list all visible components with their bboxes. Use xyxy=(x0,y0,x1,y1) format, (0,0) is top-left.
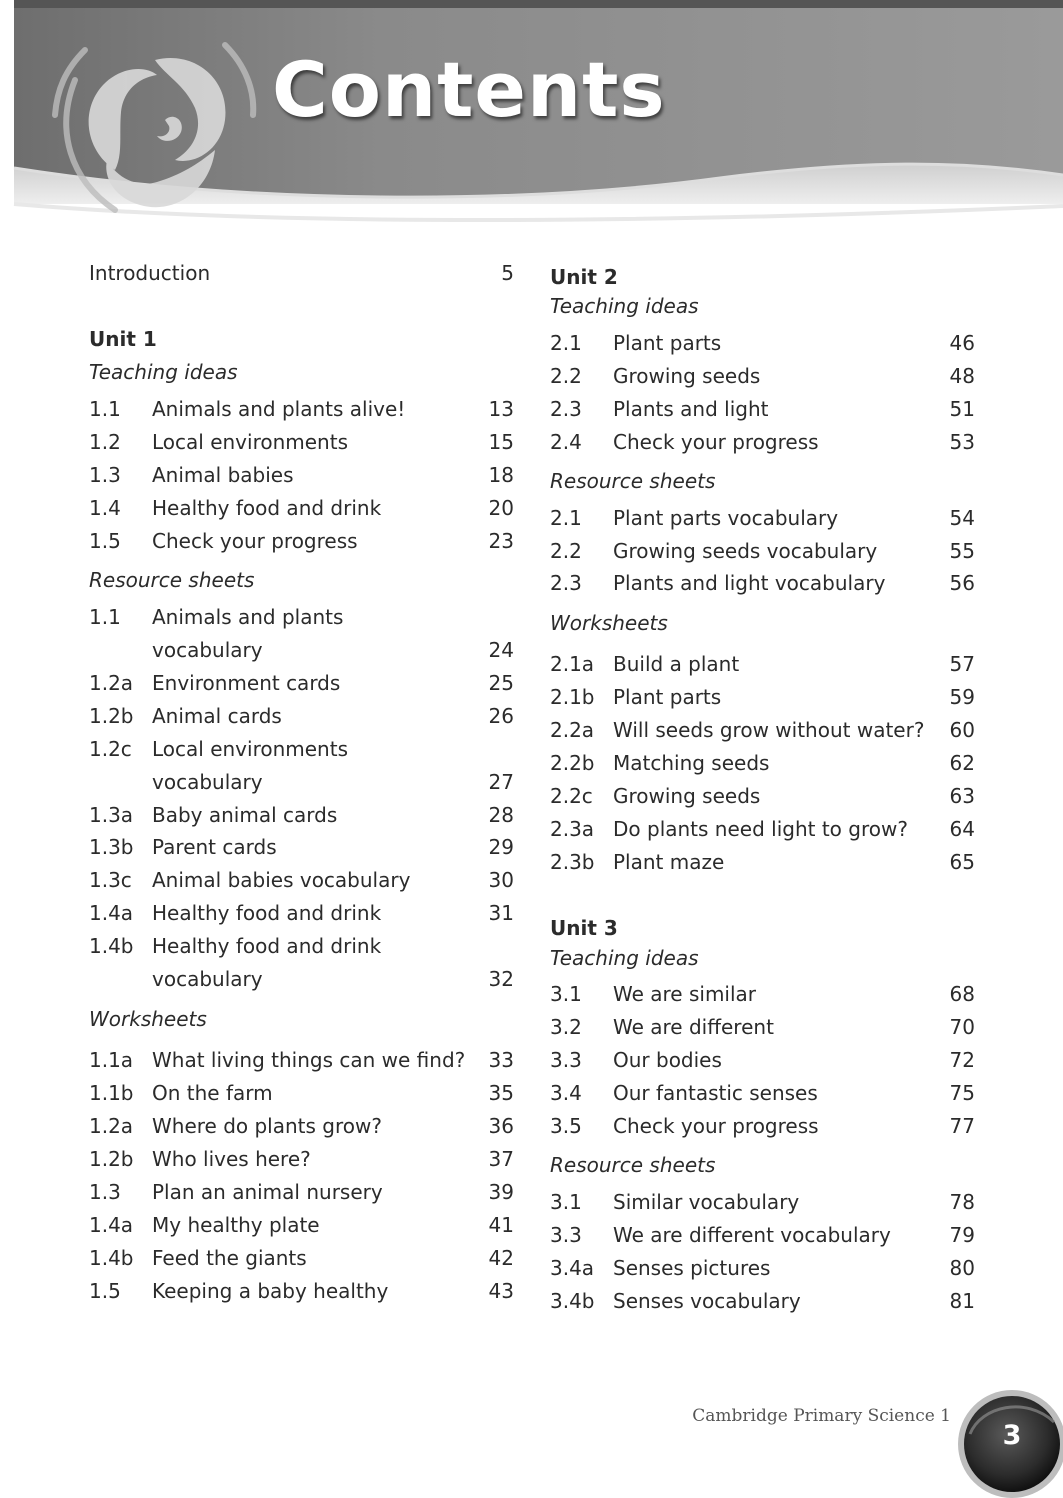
toc-entry[interactable] xyxy=(89,526,514,556)
entry-page: 53 xyxy=(949,430,975,454)
entry-title-continued: vocabulary xyxy=(152,638,263,662)
section-heading: Worksheets xyxy=(89,1007,207,1031)
entry-page: 23 xyxy=(488,529,514,553)
entry-number: 2.1 xyxy=(550,506,582,530)
entry-number: 3.3 xyxy=(550,1223,582,1247)
toc-entry[interactable] xyxy=(550,781,975,811)
entry-number: 1.4a xyxy=(89,901,134,925)
entry-number: 1.1a xyxy=(89,1048,134,1072)
toc-entry[interactable] xyxy=(550,361,975,391)
entry-title: Healthy food and drink xyxy=(152,901,382,925)
entry-title: Animals and plants alive! xyxy=(152,397,406,421)
entry-title: Will seeds grow without water? xyxy=(613,718,925,742)
section-heading: Resource sheets xyxy=(550,1153,716,1177)
toc-entry[interactable] xyxy=(550,1220,975,1250)
entry-number: 3.1 xyxy=(550,982,582,1006)
entry-title: Plant parts xyxy=(613,685,722,709)
entry-title: Plants and light xyxy=(613,397,769,421)
toc-entry[interactable] xyxy=(89,493,514,523)
entry-title: My healthy plate xyxy=(152,1213,320,1237)
toc-entry[interactable] xyxy=(89,1144,514,1174)
swirl-icon xyxy=(45,20,265,240)
toc-entry[interactable] xyxy=(550,1187,975,1217)
entry-title: What living things can we find? xyxy=(152,1048,466,1072)
entry-title: Check your progress xyxy=(613,1114,819,1138)
entry-title: Senses pictures xyxy=(613,1256,771,1280)
entry-number: 2.2 xyxy=(550,539,582,563)
toc-entry[interactable] xyxy=(550,1111,975,1141)
entry-title: Growing seeds vocabulary xyxy=(613,539,878,563)
toc-entry-introduction[interactable] xyxy=(89,258,514,288)
entry-page: 59 xyxy=(949,685,975,709)
entry-page: 37 xyxy=(488,1147,514,1171)
entry-number: 1.1b xyxy=(89,1081,134,1105)
toc-entry-continued[interactable] xyxy=(89,767,514,797)
entry-page: 20 xyxy=(488,496,514,520)
toc-entry[interactable] xyxy=(550,715,975,745)
entry-page: 15 xyxy=(488,430,514,454)
entry-page: 48 xyxy=(949,364,975,388)
section-heading: Teaching ideas xyxy=(550,294,699,318)
entry-page: 65 xyxy=(949,850,975,874)
entry-number: 3.1 xyxy=(550,1190,582,1214)
entry-title: Animal babies vocabulary xyxy=(152,868,411,892)
unit-heading: Unit 3 xyxy=(550,916,618,940)
entry-number: 1.2a xyxy=(89,671,134,695)
toc-entry[interactable] xyxy=(550,427,975,457)
entry-title: Feed the giants xyxy=(152,1246,307,1270)
toc-entry-continued[interactable] xyxy=(89,635,514,665)
entry-number: 1.4 xyxy=(89,496,121,520)
section-heading: Teaching ideas xyxy=(89,360,238,384)
toc-entry[interactable] xyxy=(89,734,514,764)
section-heading: Resource sheets xyxy=(550,469,716,493)
entry-page: 29 xyxy=(488,835,514,859)
entry-page: 41 xyxy=(488,1213,514,1237)
entry-title: We are different vocabulary xyxy=(613,1223,891,1247)
entry-number: 3.2 xyxy=(550,1015,582,1039)
entry-title: Growing seeds xyxy=(613,364,761,388)
entry-number: 1.3 xyxy=(89,1180,121,1204)
toc-entry[interactable] xyxy=(89,1210,514,1240)
page-number: 3 xyxy=(1002,1420,1022,1451)
entry-title: Healthy food and drink xyxy=(152,496,382,520)
entry-title: Who lives here? xyxy=(152,1147,311,1171)
entry-title: Our bodies xyxy=(613,1048,722,1072)
entry-number: 1.1 xyxy=(89,605,121,629)
entry-page: 46 xyxy=(949,331,975,355)
toc-entry[interactable] xyxy=(550,682,975,712)
entry-page: 30 xyxy=(488,868,514,892)
entry-page: 79 xyxy=(949,1223,975,1247)
entry-title: Senses vocabulary xyxy=(613,1289,801,1313)
toc-entry[interactable] xyxy=(550,1253,975,1283)
entry-number: 2.2a xyxy=(550,718,595,742)
entry-page: 24 xyxy=(488,638,514,662)
entry-page: 31 xyxy=(488,901,514,925)
entry-number: 1.5 xyxy=(89,529,121,553)
toc-entry[interactable] xyxy=(89,602,514,632)
entry-number: 1.3c xyxy=(89,868,132,892)
toc-entry[interactable] xyxy=(89,1177,514,1207)
entry-title: Animals and plants xyxy=(152,605,344,629)
entry-number: 1.4a xyxy=(89,1213,134,1237)
entry-number: 1.3 xyxy=(89,463,121,487)
entry-page: 5 xyxy=(501,261,514,285)
entry-page: 80 xyxy=(949,1256,975,1280)
entry-page: 68 xyxy=(949,982,975,1006)
entry-number: 2.1b xyxy=(550,685,595,709)
toc-entry[interactable] xyxy=(550,1012,975,1042)
toc-entry[interactable] xyxy=(89,931,514,961)
entry-number: 3.4b xyxy=(550,1289,595,1313)
entry-number: 1.2b xyxy=(89,704,134,728)
header-banner xyxy=(0,0,1063,230)
entry-number: 2.3a xyxy=(550,817,595,841)
entry-title: Parent cards xyxy=(152,835,277,859)
toc-entry[interactable] xyxy=(550,328,975,358)
toc-entry[interactable] xyxy=(550,1286,975,1316)
entry-number: 1.4b xyxy=(89,934,134,958)
toc-entry[interactable] xyxy=(89,1078,514,1108)
entry-title: Plan an animal nursery xyxy=(152,1180,383,1204)
entry-title: Animal cards xyxy=(152,704,282,728)
entry-page: 25 xyxy=(488,671,514,695)
entry-page: 55 xyxy=(949,539,975,563)
entry-number: 3.3 xyxy=(550,1048,582,1072)
entry-title: Local environments xyxy=(152,430,348,454)
toc-entry[interactable] xyxy=(89,865,514,895)
entry-number: 2.2c xyxy=(550,784,593,808)
entry-page: 63 xyxy=(949,784,975,808)
entry-page: 43 xyxy=(488,1279,514,1303)
toc-entry-continued[interactable] xyxy=(89,964,514,994)
entry-page: 70 xyxy=(949,1015,975,1039)
entry-title: Check your progress xyxy=(613,430,819,454)
entry-page: 27 xyxy=(488,770,514,794)
entry-page: 81 xyxy=(949,1289,975,1313)
toc-entry[interactable] xyxy=(89,1276,514,1306)
section-heading: Worksheets xyxy=(550,611,668,635)
unit-heading: Unit 1 xyxy=(89,327,157,351)
toc-entry[interactable] xyxy=(550,1045,975,1075)
entry-number: 1.2b xyxy=(89,1147,134,1171)
entry-title: Similar vocabulary xyxy=(613,1190,800,1214)
entry-page: 42 xyxy=(488,1246,514,1270)
toc-entry[interactable] xyxy=(550,649,975,679)
toc-entry[interactable] xyxy=(550,814,975,844)
entry-page: 18 xyxy=(488,463,514,487)
entry-number: 1.3a xyxy=(89,803,134,827)
toc-entry[interactable] xyxy=(550,394,975,424)
entry-title: Local environments xyxy=(152,737,348,761)
entry-title: Introduction xyxy=(89,261,211,285)
entry-title: We are different xyxy=(613,1015,774,1039)
entry-page: 75 xyxy=(949,1081,975,1105)
entry-page: 32 xyxy=(488,967,514,991)
entry-number: 1.3b xyxy=(89,835,134,859)
entry-title: Check your progress xyxy=(152,529,358,553)
toc-entry[interactable] xyxy=(550,536,975,566)
entry-title: Plant parts vocabulary xyxy=(613,506,839,530)
entry-number: 2.4 xyxy=(550,430,582,454)
entry-page: 13 xyxy=(488,397,514,421)
toc-entry[interactable] xyxy=(89,898,514,928)
toc-entry[interactable] xyxy=(550,1078,975,1108)
toc-entry[interactable] xyxy=(89,1243,514,1273)
entry-title: Plant parts xyxy=(613,331,722,355)
toc-entry[interactable] xyxy=(89,394,514,424)
entry-number: 1.2 xyxy=(89,430,121,454)
entry-page: 64 xyxy=(949,817,975,841)
entry-page: 39 xyxy=(488,1180,514,1204)
entry-title: We are similar xyxy=(613,982,757,1006)
entry-number: 2.3b xyxy=(550,850,595,874)
toc-entry[interactable] xyxy=(550,748,975,778)
entry-number: 1.2a xyxy=(89,1114,134,1138)
entry-title: Do plants need light to grow? xyxy=(613,817,908,841)
entry-title: Plants and light vocabulary xyxy=(613,571,886,595)
entry-number: 3.4 xyxy=(550,1081,582,1105)
entry-title: Our fantastic senses xyxy=(613,1081,818,1105)
entry-page: 51 xyxy=(949,397,975,421)
entry-number: 2.2 xyxy=(550,364,582,388)
entry-number: 1.1 xyxy=(89,397,121,421)
entry-page: 36 xyxy=(488,1114,514,1138)
toc-entry[interactable] xyxy=(89,1111,514,1141)
entry-title-continued: vocabulary xyxy=(152,770,263,794)
entry-number: 2.3 xyxy=(550,397,582,421)
toc-entry[interactable] xyxy=(89,701,514,731)
entry-title: Matching seeds xyxy=(613,751,770,775)
entry-page: 57 xyxy=(949,652,975,676)
entry-title: Growing seeds xyxy=(613,784,761,808)
toc-entry[interactable] xyxy=(550,568,975,598)
entry-number: 3.5 xyxy=(550,1114,582,1138)
entry-title: Baby animal cards xyxy=(152,803,338,827)
entry-page: 60 xyxy=(949,718,975,742)
entry-page: 72 xyxy=(949,1048,975,1072)
entry-title: Animal babies xyxy=(152,463,294,487)
entry-title: On the farm xyxy=(152,1081,273,1105)
toc-entry[interactable] xyxy=(550,847,975,877)
page-title: Contents xyxy=(272,45,666,134)
unit-heading: Unit 2 xyxy=(550,265,618,289)
toc-entry[interactable] xyxy=(89,1045,514,1075)
toc-entry[interactable] xyxy=(89,427,514,457)
entry-title: Plant maze xyxy=(613,850,725,874)
toc-entry[interactable] xyxy=(89,832,514,862)
entry-title: Healthy food and drink xyxy=(152,934,382,958)
entry-number: 2.2b xyxy=(550,751,595,775)
entry-page: 54 xyxy=(949,506,975,530)
entry-number: 2.1 xyxy=(550,331,582,355)
entry-number: 2.3 xyxy=(550,571,582,595)
entry-page: 33 xyxy=(488,1048,514,1072)
book-title-footer: Cambridge Primary Science 1 xyxy=(692,1406,951,1426)
entry-title-continued: vocabulary xyxy=(152,967,263,991)
toc-entry[interactable] xyxy=(89,668,514,698)
entry-number: 2.1a xyxy=(550,652,595,676)
entry-page: 78 xyxy=(949,1190,975,1214)
entry-page: 77 xyxy=(949,1114,975,1138)
entry-number: 1.2c xyxy=(89,737,132,761)
entry-number: 1.5 xyxy=(89,1279,121,1303)
section-heading: Resource sheets xyxy=(89,568,255,592)
entry-page: 26 xyxy=(488,704,514,728)
entry-page: 28 xyxy=(488,803,514,827)
entry-title: Build a plant xyxy=(613,652,740,676)
toc-entry[interactable] xyxy=(89,800,514,830)
entry-page: 35 xyxy=(488,1081,514,1105)
entry-title: Keeping a baby healthy xyxy=(152,1279,389,1303)
entry-number: 3.4a xyxy=(550,1256,595,1280)
section-heading: Teaching ideas xyxy=(550,946,699,970)
toc-entry[interactable] xyxy=(550,979,975,1009)
toc-entry[interactable] xyxy=(89,460,514,490)
entry-title: Where do plants grow? xyxy=(152,1114,382,1138)
entry-number: 1.4b xyxy=(89,1246,134,1270)
entry-title: Environment cards xyxy=(152,671,341,695)
toc-entry[interactable] xyxy=(550,503,975,533)
entry-page: 62 xyxy=(949,751,975,775)
entry-page: 56 xyxy=(949,571,975,595)
